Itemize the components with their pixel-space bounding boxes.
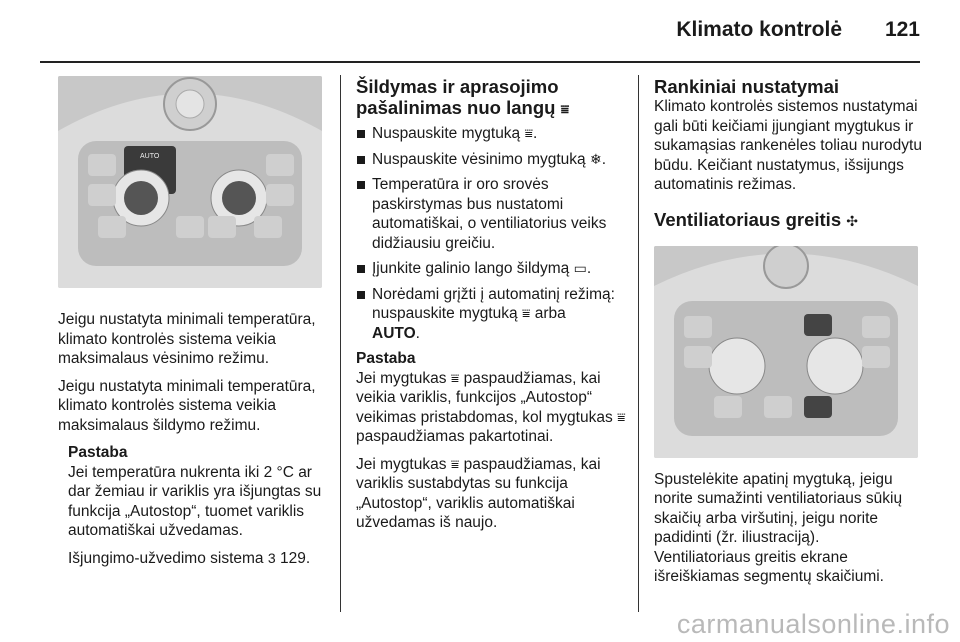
column-3 bbox=[654, 76, 922, 595]
list-item: Įjunkite galinio lango šildymą ▭. bbox=[356, 259, 632, 279]
heading-manual-settings: Rankiniai nustatymai bbox=[654, 76, 840, 97]
climate-panel-figure-1 bbox=[58, 76, 322, 288]
page-number: 121 bbox=[884, 18, 920, 41]
paragraph-min-temp-cooling: Jeigu nustatyta minimali temperatūra, klimato kontrolės sistema veikia maksimalaus vėsinimo režimu. bbox=[58, 311, 316, 367]
column-divider-1 bbox=[340, 75, 341, 612]
defrost-icon: ⩸ bbox=[521, 305, 531, 321]
rear-window-heat-icon: ▭ bbox=[573, 260, 587, 276]
climate-panel-figure-2 bbox=[654, 246, 918, 458]
column-1 bbox=[58, 76, 330, 576]
heading-defrost: Šildymas ir aprasojimo pašalinimas nuo langų ⩸ bbox=[356, 76, 570, 118]
defrost-icon: ⩸ bbox=[617, 408, 626, 425]
note-paragraph-2: Jei mygtukas ⩸ paspaudžiamas, kai variklis sustabdytas su funkcija „Autostop“, variklis automatiškai užvedamas iš naujo. bbox=[356, 455, 601, 531]
paragraph-fan-segments: Ventiliatoriaus greitis ekrane išreiškiamas segmentų skaičiumi. bbox=[654, 548, 884, 585]
paragraph-manual-settings: Klimato kontrolės sistemos nustatymai gali būti keičiami įjungiant mygtukus ir sukamąsias rankenėles toliau nurodytu būdu. Keičiant nustatymus, išsijungs automatinis režimas. bbox=[654, 98, 922, 193]
header-divider bbox=[40, 61, 920, 63]
paragraph-fan-buttons: Spustelėkite apatinį mygtuką, jeigu norite sumažinti ventiliatoriaus sūkių skaičių arba viršutinį, jeigu norite padidinti (žr. iliustraciją). bbox=[654, 470, 903, 546]
note-autostop bbox=[68, 443, 330, 568]
snowflake-icon: ❄ bbox=[589, 150, 602, 167]
note-title: Pastaba bbox=[356, 350, 416, 367]
figure-auto-label: AUTO bbox=[140, 153, 160, 160]
note-paragraph-1: Jei mygtukas ⩸ paspaudžiamas, kai veikia variklis, funkcijos „Autostop“ veikimas pristabdomas, kol mygtukas ⩸ paspaudžiamas pakartotinai. bbox=[356, 369, 626, 445]
note-reference: Išjungimo-užvedimo sistema 3 129. bbox=[68, 549, 311, 567]
note-title: Pastaba bbox=[68, 444, 128, 461]
defrost-steps bbox=[356, 124, 632, 343]
defrost-icon: ⩸ bbox=[560, 101, 570, 117]
header-title: Klimato kontrolė bbox=[676, 18, 842, 41]
list-item: Nuspauskite mygtuką ⩸. bbox=[356, 124, 632, 144]
column-divider-2 bbox=[638, 75, 639, 612]
defrost-icon: ⩸ bbox=[450, 455, 460, 472]
page-ref-arrow-icon: 3 bbox=[267, 549, 276, 566]
column-2 bbox=[356, 76, 632, 541]
fan-icon: ✣ bbox=[846, 212, 858, 229]
heading-fan-speed: Ventiliatoriaus greitis ✣ bbox=[654, 208, 858, 230]
auto-button-label: AUTO bbox=[372, 324, 416, 342]
defrost-icon: ⩸ bbox=[524, 125, 534, 141]
watermark: carmanualsonline.info bbox=[676, 609, 950, 639]
paragraph-max-heating: Jeigu nustatyta minimali temperatūra, klimato kontrolės sistema veikia maksimalaus šildymo režimu. bbox=[58, 377, 316, 434]
list-item: Temperatūra ir oro srovės paskirstymas bus nustatomi automatiškai, o ventiliatorius veiks didžiausiu greičiu. bbox=[356, 175, 632, 253]
list-item: Nuspauskite vėsinimo mygtuką ❄. bbox=[356, 150, 632, 170]
list-item: Norėdami grįžti į automatinį režimą: nuspauskite mygtuką ⩸ arba AUTO. bbox=[356, 285, 632, 344]
note-body: Jei temperatūra nukrenta iki 2 °C ar dar žemiau ir variklis yra išjungtas su funkcija „Autostop“, tuomet variklis automatiškai užvedamas. bbox=[68, 463, 322, 539]
defrost-icon: ⩸ bbox=[450, 369, 460, 386]
